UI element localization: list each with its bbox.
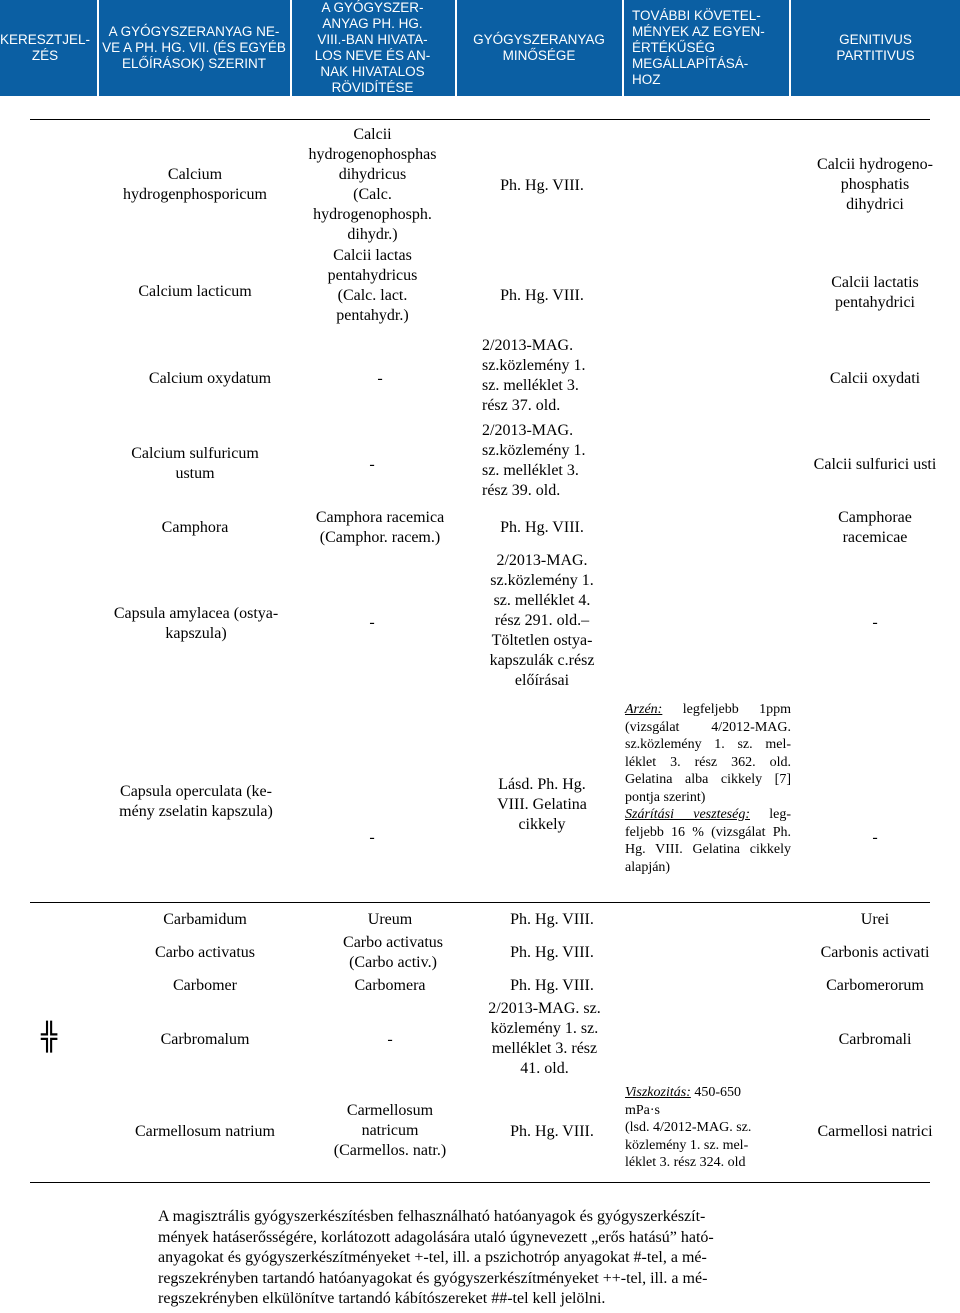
row-quality-carbo-activatus: Ph. Hg. VIII. (510, 944, 594, 961)
row-quality-carbamidum: Ph. Hg. VIII. (510, 911, 594, 928)
row-official-capsula-amylacea: - (369, 614, 375, 631)
header-col-genitive: GENITIVUS PARTITIVUS (836, 32, 915, 63)
row-name-calcium-sulfuricum: Calcium sulfuricum ustum (131, 445, 259, 482)
row-genitive-carbo-activatus: Carbonis activati (820, 944, 930, 961)
row-name-capsula-operculata: Capsula operculata (ke- mény zselatin kapszula) (119, 783, 273, 820)
row-name-calcium-lacticum: Calcium lacticum (138, 283, 252, 300)
row-requirements-capsula-operculata (625, 701, 791, 876)
crossmark-double-cross: ╬ (41, 1022, 58, 1053)
row-name-carbromalum: Carbromalum (160, 1031, 250, 1048)
row-name-calcium-hydrogenphosporicum: Calcium hydrogenphosporicum (123, 166, 267, 203)
footnote: A magisztrális gyógyszerkészítésben felhasználható hatóanyagok és gyógyszerkészít- mények hatáserősségére, korlátozott adagolására utaló úgynevezett „erős hatású” ható- anyagokat és gyógyszerkészítményeket +-tel, ill. a pszichotróp anyagokat #-tel, a mé- regszekrényben tartandó hatóanyagokat és gyógyszerkészítményeket ++-tel, ill. a mé- regszekrényben elkülönítve tartandó kábítószereket ##-tel kell jelölni. (158, 1208, 714, 1307)
row-separator (30, 902, 930, 903)
row-official-carbamidum: Ureum (367, 911, 413, 928)
drying-loss-label: Szárítási veszteség: (625, 807, 750, 822)
table-header (0, 0, 960, 96)
row-quality-calcium-sulfuricum: 2/2013-MAG. sz.közlemény 1. sz. melléklet 3. rész 39. old. (482, 422, 586, 499)
row-name-carbo-activatus: Carbo activatus (155, 944, 255, 961)
row-genitive-carbomer: Carbomerorum (826, 977, 924, 994)
arsenic-text: legfeljebb 1ppm (vizsgálat 4/2012-MAG. sz.közlemény 1. sz. mel-léklet 3. rész 362. old. Gelatina alba cikkely [7] pontja szerint) (625, 702, 791, 805)
row-quality-capsula-amylacea: 2/2013-MAG. sz.közlemény 1. sz. melléklet 4. rész 291. old.– Töltetlen ostya- kapszulák c.rész előírásai (489, 552, 595, 689)
row-name-camphora: Camphora (161, 519, 229, 536)
row-quality-calcium-hydrogenphosporicum: Ph. Hg. VIII. (500, 177, 584, 194)
row-genitive-calcium-lacticum: Calcii lactatis pentahydrici (831, 274, 919, 311)
viscosity-text: 450-650 mPa·s (lsd. 4/2012-MAG. sz. közlemény 1. sz. mel- léklet 3. rész 324. old (625, 1085, 752, 1170)
row-quality-calcium-oxydatum: 2/2013-MAG. sz.közlemény 1. sz. melléklet 3. rész 37. old. (482, 337, 586, 414)
row-official-calcium-lacticum: Calcii lactas pentahydricus (Calc. lact. pentahydr.) (327, 247, 418, 324)
row-genitive-calcium-sulfuricum: Calcii sulfurici usti (813, 456, 937, 473)
row-quality-camphora: Ph. Hg. VIII. (500, 519, 584, 536)
row-separator (30, 119, 930, 120)
row-genitive-calcium-hydrogenphosporicum: Calcii hydrogeno- phosphatis dihydrici (817, 156, 933, 213)
row-official-calcium-sulfuricum: - (369, 456, 375, 473)
row-name-calcium-oxydatum: Calcium oxydatum (148, 370, 272, 387)
header-col-quality: GYÓGYSZERANYAG MINŐSÉGE (473, 32, 605, 63)
row-genitive-carmellosum: Carmellosi natrici (817, 1123, 933, 1140)
drying-loss-text: leg-feljebb 16 % (vizsgálat Ph. Hg. VIII. Gelatina cikkely alapján) (625, 807, 791, 875)
row-name-carmellosum: Carmellosum natrium (135, 1123, 275, 1140)
arsenic-label: Arzén: (625, 702, 663, 717)
row-genitive-capsula-amylacea: - (872, 614, 878, 631)
row-quality-carmellosum: Ph. Hg. VIII. (510, 1123, 594, 1140)
header-col-name-ph-hg-vii: A GYÓGYSZERANYAG NE- VE A PH. HG. VII. (ÉS EGYÉB ELŐÍRÁSOK) SZERINT (102, 24, 286, 71)
row-quality-carbromalum: 2/2013-MAG. sz. közlemény 1. sz. melléklet 3. rész 41. old. (488, 1000, 601, 1077)
row-quality-carbomer: Ph. Hg. VIII. (510, 977, 594, 994)
row-official-calcium-hydrogenphosporicum: Calcii hydrogenophosphas dihydricus (Calc. hydrogenophosph. dihydr.) (308, 126, 437, 243)
row-official-carbomer: Carbomera (354, 977, 426, 994)
viscosity-label: Viszkozitás: (625, 1085, 691, 1100)
row-name-carbamidum: Carbamidum (163, 911, 247, 928)
row-official-capsula-operculata: - (369, 829, 375, 846)
row-official-carbromalum: - (387, 1031, 393, 1048)
row-separator (30, 1182, 930, 1183)
header-col-official-name: A GYÓGYSZER- ANYAG PH. HG. VIII.-BAN HIVATA- LOS NEVE ÉS AN- NAK HIVATALOS RÖVIDÍTÉSE (314, 0, 431, 95)
row-genitive-capsula-operculata: - (872, 829, 878, 846)
row-genitive-carbamidum: Urei (860, 911, 890, 928)
row-official-camphora: Camphora racemica (Camphor. racem.) (315, 509, 445, 546)
row-name-capsula-amylacea: Capsula amylacea (ostya- kapszula) (113, 605, 279, 642)
row-quality-calcium-lacticum: Ph. Hg. VIII. (500, 287, 584, 304)
row-genitive-calcium-oxydatum: Calcii oxydati (829, 370, 921, 387)
row-official-calcium-oxydatum: - (377, 370, 383, 387)
header-col-requirements: TOVÁBBI KÖVETEL- MÉNYEK AZ EGYEN- ÉRTÉKŰSÉG MEGÁLLAPÍTÁSÁ- HOZ (632, 8, 765, 87)
row-genitive-carbromalum: Carbromali (838, 1031, 912, 1048)
row-official-carmellosum: Carmellosum natricum (Carmellos. natr.) (333, 1102, 447, 1159)
row-name-carbomer: Carbomer (173, 977, 237, 994)
row-genitive-camphora: Camphorae racemicae (838, 509, 912, 546)
header-col-crossmark: KERESZTJEL- ZÉS (0, 32, 91, 63)
row-quality-capsula-operculata: Lásd. Ph. Hg. VIII. Gelatina cikkely (497, 776, 587, 833)
row-requirements-carmellosum (625, 1084, 785, 1172)
row-official-carbo-activatus: Carbo activatus (Carbo activ.) (343, 934, 443, 971)
